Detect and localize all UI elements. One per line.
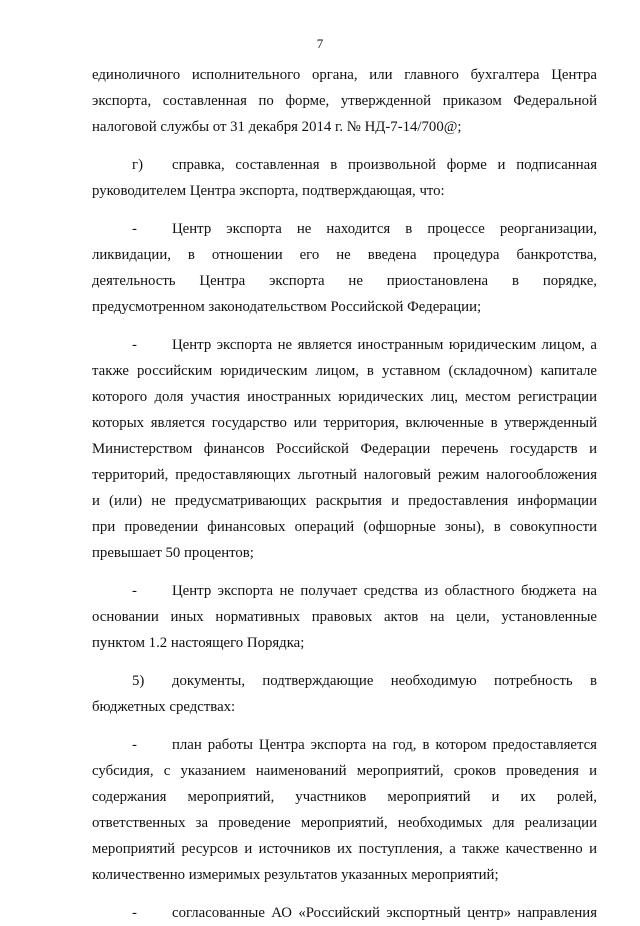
- text-line: [92, 784, 597, 810]
- list-marker: -: [132, 221, 137, 237]
- paragraph-gap: [92, 204, 597, 216]
- text-line: [92, 668, 597, 694]
- text-line: [92, 732, 597, 758]
- line-text: основании иных нормативных правовых актов на цели, установленные: [92, 609, 597, 625]
- text-line: [92, 578, 597, 604]
- text-line: [92, 410, 597, 436]
- line-text: план работы Центра экспорта на год, в котором предоставляется: [172, 737, 597, 753]
- text-line: [92, 694, 597, 720]
- line-text: деятельность Центра экспорта не приостановлена в порядке,: [92, 273, 597, 289]
- text-line: [92, 152, 597, 178]
- text-line: [92, 436, 597, 462]
- line-text: руководителем Центра экспорта, подтверждающая, что:: [92, 183, 445, 199]
- text-line: [92, 294, 597, 320]
- text-line: [92, 514, 597, 540]
- paragraph-gap: [92, 320, 597, 332]
- text-line: [92, 268, 597, 294]
- text-line: [92, 540, 597, 566]
- text-line: [92, 810, 597, 836]
- list-marker: -: [132, 583, 137, 599]
- line-text: и (или) не предусматривающих раскрытия и предоставления информации: [92, 493, 597, 509]
- text-line: [92, 630, 597, 656]
- line-text: при проведении финансовых операций (офшорные зоны), в совокупности: [92, 519, 597, 535]
- line-text: документы, подтверждающие необходимую потребность в: [172, 673, 597, 689]
- text-line: [92, 332, 597, 358]
- line-text: бюджетных средствах:: [92, 699, 236, 715]
- line-text: также российским юридическим лицом, в уставном (складочном) капитале: [92, 363, 597, 379]
- text-line: [92, 836, 597, 862]
- text-line: [92, 114, 597, 140]
- line-text: субсидия, с указанием наименований мероприятий, сроков проведения и: [92, 763, 597, 779]
- text-line: [92, 384, 597, 410]
- text-line: [92, 88, 597, 114]
- paragraph-gap: [92, 656, 597, 668]
- list-marker: -: [132, 337, 137, 353]
- line-text: справка, составленная в произвольной форме и подписанная: [172, 157, 597, 173]
- line-text: Центр экспорта не является иностранным юридическим лицом, а: [172, 337, 597, 353]
- text-line: [92, 900, 597, 926]
- text-line: [92, 758, 597, 784]
- line-text: которых является государство или территория, включенные в утвержденный: [92, 415, 597, 431]
- paragraph-gap: [92, 888, 597, 900]
- line-text: предусмотренном законодательством Российской Федерации;: [92, 299, 482, 315]
- line-text: количественно измеримых результатов указанных мероприятий;: [92, 867, 499, 883]
- line-text: Центр экспорта не получает средства из областного бюджета на: [172, 583, 597, 599]
- line-text: согласованные АО «Российский экспортный центр» направления: [172, 905, 597, 921]
- document-body: [92, 62, 597, 926]
- list-marker: -: [132, 905, 137, 921]
- line-text: содержания мероприятий, участников мероприятий и их ролей,: [92, 789, 597, 805]
- text-line: [92, 178, 597, 204]
- page-number: 7: [316, 36, 324, 51]
- line-text: Центр экспорта не находится в процессе реорганизации,: [172, 221, 597, 237]
- line-text: ликвидации, в отношении его не введена процедура банкротства,: [92, 247, 597, 263]
- line-text: единоличного исполнительного органа, или главного бухгалтера Центра: [92, 67, 597, 83]
- list-marker: г): [132, 157, 143, 173]
- paragraph-gap: [92, 140, 597, 152]
- line-text: ответственных за проведение мероприятий, необходимых для реализации: [92, 815, 597, 831]
- line-text: Министерством финансов Российской Федерации перечень государств и: [92, 441, 597, 457]
- text-line: [92, 216, 597, 242]
- text-line: [92, 358, 597, 384]
- text-line: [92, 62, 597, 88]
- text-line: [92, 862, 597, 888]
- paragraph-gap: [92, 720, 597, 732]
- line-text: мероприятий ресурсов и источников их поступления, а также качественно и: [92, 841, 597, 857]
- text-line: [92, 242, 597, 268]
- line-text: превышает 50 процентов;: [92, 545, 254, 561]
- line-text: которого доля участия иностранных юридических лиц, местом регистрации: [92, 389, 597, 405]
- line-text: налоговой службы от 31 декабря 2014 г. № НД-7-14/700@;: [92, 119, 462, 135]
- paragraph-gap: [92, 566, 597, 578]
- line-text: пунктом 1.2 настоящего Порядка;: [92, 635, 305, 651]
- text-line: [92, 488, 597, 514]
- text-line: [92, 604, 597, 630]
- list-marker: -: [132, 737, 137, 753]
- line-text: территорий, предоставляющих льготный налоговый режим налогообложения: [92, 467, 597, 483]
- line-text: экспорта, составленная по форме, утвержденной приказом Федеральной: [92, 93, 597, 109]
- list-marker: 5): [132, 673, 145, 689]
- text-line: [92, 462, 597, 488]
